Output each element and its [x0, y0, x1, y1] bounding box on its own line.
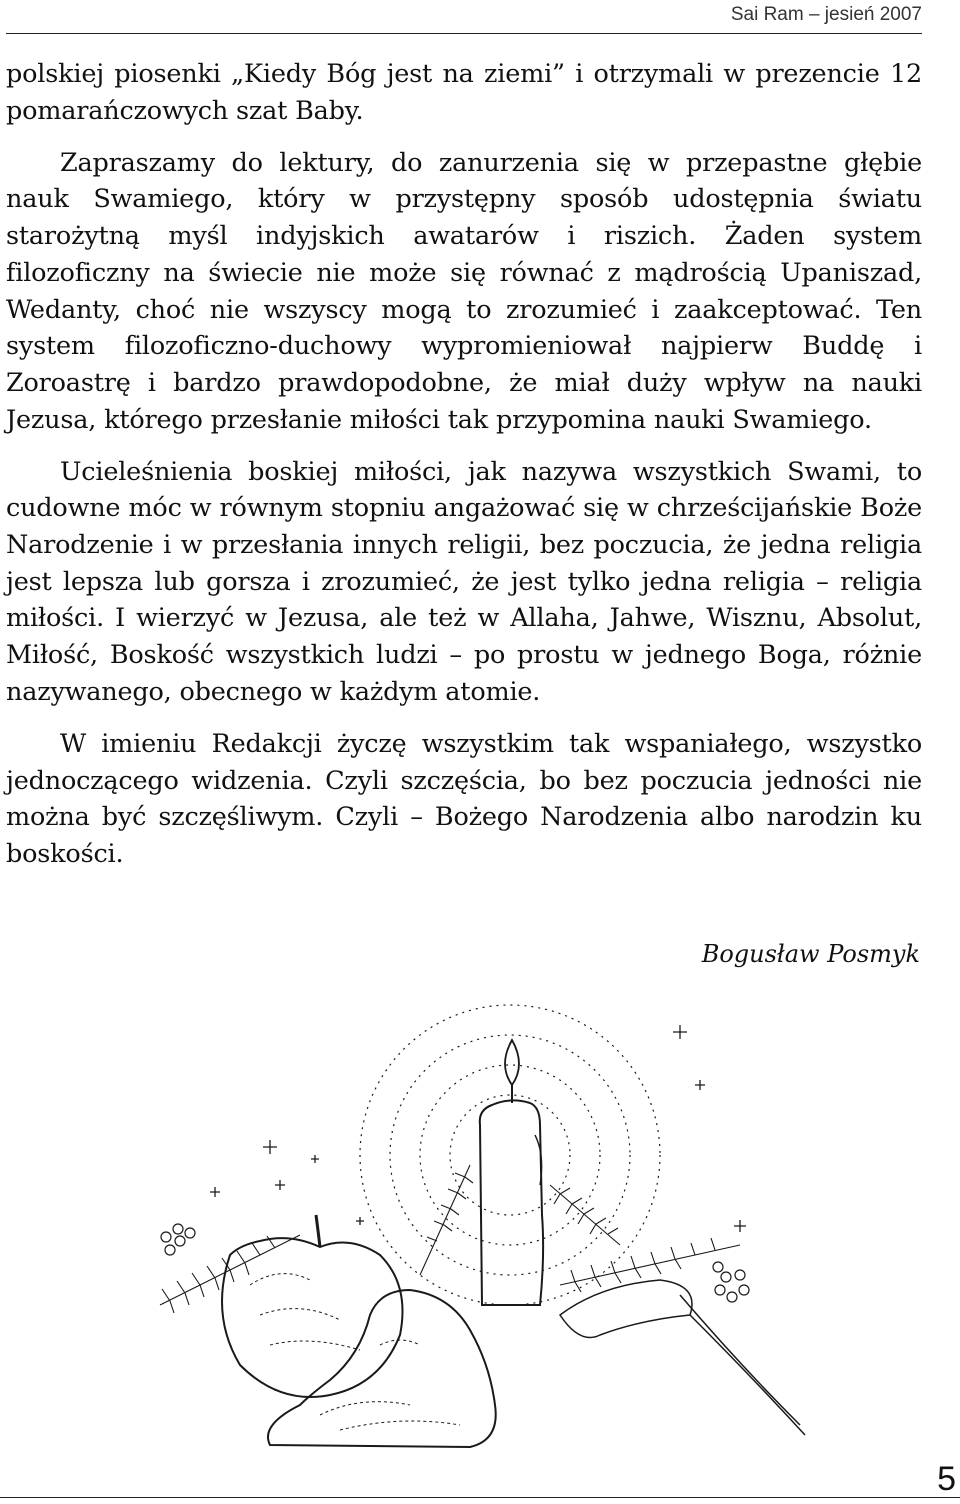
page-header	[0, 0, 960, 40]
sparkles	[210, 1025, 746, 1232]
paragraph: Zapraszamy do lektury, do zanurzenia się w przepastne głębie nauk Swamiego, który w przystępny sposób udostępnia światu starożytną myśl indyjskich awatarów i riszich. Żaden system filozoficzny na świecie nie może się równać z mądrością Upaniszad, Wedanty, choć nie wszyscy mogą to zrozumieć i zaakceptować. Ten system filozoficzno-duchowy wypromieniował najpierw Buddę i Zoroastrę i bardzo prawdopodobne, że miał duży wpływ na nauki Jezusa, którego przesłanie miłości tak przypomina nauki Swamiego.	[6, 147, 922, 435]
paragraph: Ucieleśnienia boskiej miłości, jak nazywa wszystkich Swami, to cudowne móc w równym stopniu angażować się w chrześcijańskie Boże Narodzenie i w przesłania innych religii, bez poczucia, że jedna religia jest lepsza lub gorsza i zrozumieć, że jest tylko jedna religia – religia miłości. I wierzyć w Jezusa, ale też w Allaha, Jahwe, Wisznu, Absolut, Miłość, Boskość wszystkich ludzi – po prostu w jednego Boga, różnie nazywanego, obecnego w każdym atomie.	[6, 456, 922, 707]
fir-branches	[160, 1165, 740, 1313]
ribbon	[560, 1280, 805, 1435]
author-signature: Bogusław Posmyk	[701, 940, 920, 968]
paragraph-continuation: polskiej piosenki „Kiedy Bóg jest na ziemi” i otrzymali w prezencie 12 pomarańczowych szat Baby.	[6, 59, 922, 126]
running-title: Sai Ram – jesień 2007	[730, 4, 922, 25]
candle-halo	[360, 1005, 660, 1305]
footer-rule	[0, 1497, 960, 1498]
header-rule	[6, 33, 922, 34]
pear	[268, 1290, 496, 1447]
paragraph: W imieniu Redakcji życzę wszystkim tak wspaniałego, wszystko jednoczącego widzenia. Czyli szczęścia, bo bez poczucia jedności nie można być szczęśliwym. Czyli – Bożego Narodzenia albo narodzin ku boskości.	[6, 728, 922, 869]
page-number: 5	[937, 1460, 956, 1498]
article-body	[6, 56, 922, 873]
candle	[480, 1040, 543, 1305]
christmas-candle-illustration	[0, 985, 960, 1455]
